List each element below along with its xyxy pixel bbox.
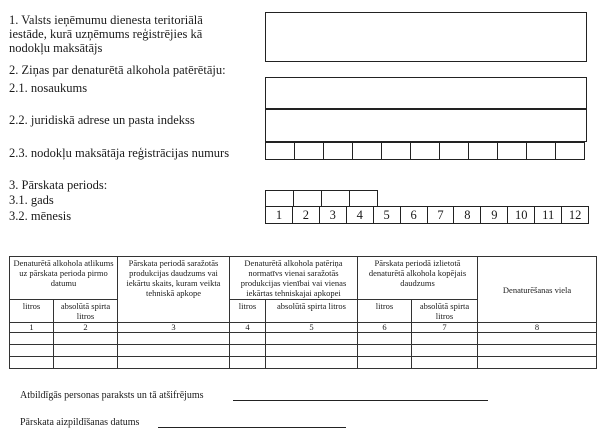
year-digit-box[interactable] xyxy=(265,190,294,207)
date-label: Pārskata aizpildīšanas datums xyxy=(20,417,140,428)
table-header-row xyxy=(10,257,597,300)
subheader-abs: absolūtā spirta litros xyxy=(266,300,358,323)
signature-line[interactable] xyxy=(233,400,488,401)
table-row xyxy=(10,333,597,345)
table-cell[interactable] xyxy=(230,333,266,345)
year-digit-box[interactable] xyxy=(321,190,350,207)
table-cell[interactable] xyxy=(230,345,266,357)
table-cell[interactable] xyxy=(230,357,266,369)
address-label: 2.2. juridiskā adrese un pasta indekss xyxy=(9,113,195,127)
table-cell[interactable] xyxy=(412,345,478,357)
header-denaturant: Denaturēšanas viela xyxy=(478,257,597,323)
name-field[interactable] xyxy=(265,77,587,109)
table-cell[interactable] xyxy=(118,357,230,369)
table-cell[interactable] xyxy=(10,357,54,369)
table-cell[interactable] xyxy=(478,333,597,345)
year-digit-box[interactable] xyxy=(293,190,322,207)
table-cell[interactable] xyxy=(54,333,118,345)
month-box[interactable]: 11 xyxy=(534,206,562,224)
subheader-litri: litros xyxy=(10,300,54,323)
column-number: 4 xyxy=(230,323,266,333)
subheader-litri: litros xyxy=(358,300,412,323)
section1-line-1: 1. Valsts ieņēmumu dienesta teritoriālā xyxy=(9,13,203,27)
month-box[interactable]: 3 xyxy=(319,206,347,224)
table-cell[interactable] xyxy=(10,345,54,357)
table-cell[interactable] xyxy=(10,333,54,345)
table-cell[interactable] xyxy=(266,345,358,357)
month-label: 3.2. mēnesis xyxy=(9,209,72,223)
table-row xyxy=(10,345,597,357)
consumption-table xyxy=(9,256,597,369)
table-cell[interactable] xyxy=(54,357,118,369)
section1-label xyxy=(9,13,203,55)
month-grid xyxy=(265,206,589,224)
tax-office-field[interactable] xyxy=(265,12,587,62)
signature-label: Atbildīgās personas paraksts un tā atšifrējums xyxy=(20,390,204,401)
subheader-abs: absolūtā spirta litros xyxy=(54,300,118,323)
table-row xyxy=(10,357,597,369)
section3-title: 3. Pārskata periods: xyxy=(9,178,108,192)
taxnum-digit-box[interactable] xyxy=(352,142,382,160)
taxnum-digit-box[interactable] xyxy=(439,142,469,160)
column-number: 3 xyxy=(118,323,230,333)
column-number: 5 xyxy=(266,323,358,333)
section1-line-3: nodokļu maksātājs xyxy=(9,41,103,55)
taxnum-digit-box[interactable] xyxy=(381,142,411,160)
month-box[interactable]: 10 xyxy=(507,206,535,224)
month-box[interactable]: 9 xyxy=(480,206,508,224)
section1-line-2: iestāde, kurā uzņēmums reģistrējies kā xyxy=(9,27,203,41)
table-cell[interactable] xyxy=(358,357,412,369)
month-box[interactable]: 1 xyxy=(265,206,293,224)
taxnum-grid xyxy=(265,142,587,160)
month-box[interactable]: 8 xyxy=(453,206,481,224)
year-grid xyxy=(265,190,378,207)
column-number-row xyxy=(10,323,597,333)
taxnum-digit-box[interactable] xyxy=(294,142,324,160)
table-cell[interactable] xyxy=(118,333,230,345)
table-cell[interactable] xyxy=(118,345,230,357)
year-label: 3.1. gads xyxy=(9,193,54,207)
table-cell[interactable] xyxy=(358,345,412,357)
month-box[interactable]: 4 xyxy=(346,206,374,224)
date-line[interactable] xyxy=(158,427,346,428)
header-used: Pārskata periodā izlietotā denaturētā alkohola kopējais daudzums xyxy=(358,257,478,300)
table-cell[interactable] xyxy=(412,357,478,369)
column-number: 7 xyxy=(412,323,478,333)
subheader-litri: litros xyxy=(230,300,266,323)
column-number: 6 xyxy=(358,323,412,333)
month-box[interactable]: 5 xyxy=(373,206,401,224)
month-box[interactable]: 6 xyxy=(400,206,428,224)
column-number: 1 xyxy=(10,323,54,333)
table-cell[interactable] xyxy=(412,333,478,345)
address-field[interactable] xyxy=(265,109,587,142)
taxnum-digit-box[interactable] xyxy=(410,142,440,160)
name-label: 2.1. nosaukums xyxy=(9,81,88,95)
table-cell[interactable] xyxy=(266,333,358,345)
year-digit-box[interactable] xyxy=(349,190,378,207)
header-norm: Denaturētā alkohola patēriņa normatīvs vienai saražotās produkcijas vienībai vai vienas iekārtas tehniskajai apkopei xyxy=(230,257,358,300)
table-cell[interactable] xyxy=(478,345,597,357)
table-cell[interactable] xyxy=(266,357,358,369)
taxnum-label: 2.3. nodokļu maksātāja reģistrācijas numurs xyxy=(9,146,230,160)
header-produced: Pārskata periodā saražotās produkcijas daudzums vai iekārtu skaits, kuram veikta tehniskā apkope xyxy=(118,257,230,323)
month-box[interactable]: 7 xyxy=(427,206,455,224)
column-number: 2 xyxy=(54,323,118,333)
table-cell[interactable] xyxy=(358,333,412,345)
table-cell[interactable] xyxy=(54,345,118,357)
header-balance: Denaturētā alkohola atlikums uz pārskata perioda pirmo datumu xyxy=(10,257,118,300)
month-box[interactable]: 12 xyxy=(561,206,589,224)
taxnum-digit-box[interactable] xyxy=(265,142,295,160)
taxnum-digit-box[interactable] xyxy=(323,142,353,160)
section2-title: 2. Ziņas par denaturētā alkohola patērētāju: xyxy=(9,63,226,77)
taxnum-digit-box[interactable] xyxy=(497,142,527,160)
column-number: 8 xyxy=(478,323,597,333)
taxnum-digit-box[interactable] xyxy=(468,142,498,160)
month-box[interactable]: 2 xyxy=(292,206,320,224)
taxnum-digit-box[interactable] xyxy=(526,142,556,160)
table-cell[interactable] xyxy=(478,357,597,369)
taxnum-digit-box[interactable] xyxy=(555,142,585,160)
subheader-abs: absolūtā spirta litros xyxy=(412,300,478,323)
